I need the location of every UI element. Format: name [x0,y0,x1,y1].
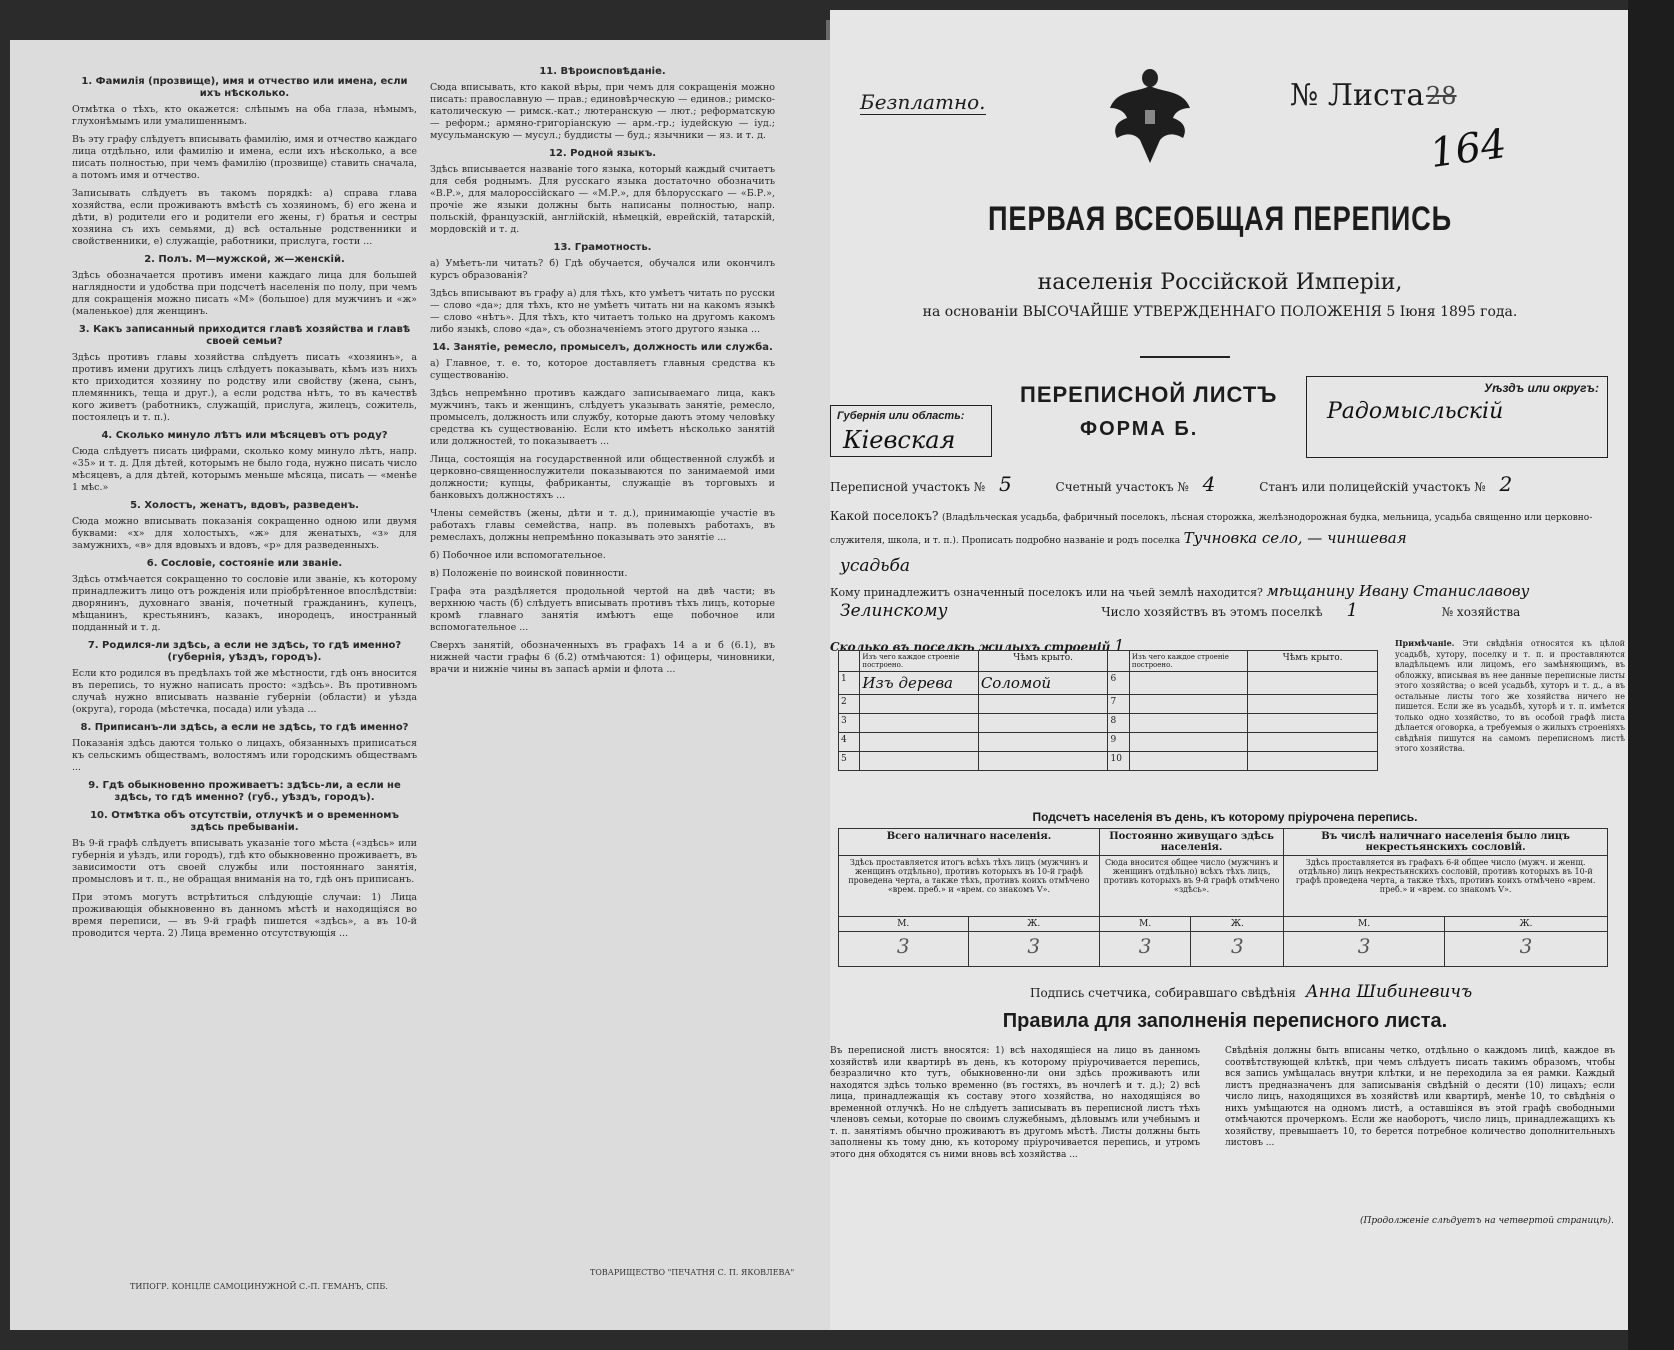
material-header-right: Изъ чего каждое строеніе построено. [1129,651,1247,672]
roof-cell [1248,672,1378,695]
poselok-label: Какой поселокъ? [830,509,939,523]
female-count: 3 [1191,932,1284,967]
instruction-paragraph: а) Умѣетъ-ли читать? б) Гдѣ обучается, обучался или окончилъ курсъ образованія? [430,258,775,281]
free-label: Безплатно. [860,90,986,114]
count-header-row [839,829,1608,856]
poselok-hint: (Владѣльческая усадьба, фабричный поселокъ, лѣсная сторожка, желѣзнодорожная будка, мельница, усадьба священно или церковно-служителя, школа, и т. п.). Прописать подробно названіе и родъ поселка [830,513,1593,546]
instruction-heading: 1. Фамилія (прозвище), имя и отчество или имена, если ихъ нѣсколько. [81,76,408,99]
sheet-number-label: № Листа [1290,78,1425,113]
instruction-heading: 13. Грамотность. [553,242,652,253]
instruction-paragraph: Въ 9-й графѣ слѣдуетъ вписывать указаніе того мѣста («здѣсь» или губернія и уѣздъ, или городъ), гдѣ кто обыкновенно проживаетъ, въ зависимости отъ своей службы или постояннаго занятія, промысловъ и т. п., не обращая вниманія на то, гдѣ онъ приписанъ. [72,838,417,885]
census-title: ПЕРВАЯ ВСЕОБЩАЯ ПЕРЕПИСЬ [988,200,1452,238]
row-number: 9 [1108,733,1129,752]
rules-right-text: Свѣдѣнія должны быть вписаны четко, отдѣльно о каждомъ лицѣ, каждое въ соотвѣтствующей клѣткѣ, при чемъ слѣдуетъ писать такимъ образомъ, чтобы вся запись умѣщалась внутри клѣтки, и не переходила за ея рамки. Каждый листъ предназначенъ для записыванія свѣдѣній о десяти (10) лицахъ; если число лицъ, находящихся въ хозяйствѣ или квартирѣ, менѣе 10, то свѣдѣнія о нихъ умѣщаются на одномъ листѣ, а оставшіяся въ этой графѣ свободными отмѣчаются прочеркомъ. Если же наоборотъ, число лицъ, принадлежащихъ къ хозяйству, превышаетъ 10, то берется потребное количество дополнительныхъ листовъ ... [1225,1046,1615,1148]
hoz-row [830,600,1610,621]
roof-cell [1248,714,1378,733]
buildings-table [838,650,1378,771]
instruction-heading: 7. Родился-ли здѣсь, а если не здѣсь, то гдѣ именно? (губернія, уѣздъ, городъ). [87,640,402,663]
stroenii-label: Сколько въ поселкѣ жилыхъ строеній [830,640,1111,654]
rules-left-text: Въ переписной листъ вносятся: 1) всѣ находящіеся на лицо въ данномъ хозяйствѣ или квартирѣ въ день, къ которому пріурочивается перепись, безразлично кто тутъ, обыкновенно-ли они здѣсь проживаютъ или находятся здѣсь только временно (въ гостяхъ, въ ночлегѣ и т. д.); 2) всѣ лица, принадлежащія къ составу этого хозяйства, но находящіяся во временной отлучкѣ. Но не слѣдуетъ записывать въ переписной листъ тѣхъ членовъ семьи, которые по своимъ служебнымъ, дѣловымъ или учебнымъ и т. п. занятіямъ обычно проживаютъ въ другомъ мѣстѣ. Листы должны быть заполнены къ тому дню, къ которому пріурочивается перепись, и утромъ этого дня обходятся съ ними вновь всѣ хозяйства ... [830,1046,1200,1160]
row-number: 6 [1108,672,1129,695]
instruction-heading: 2. Полъ. М—мужской, ж—женскій. [144,254,345,265]
buildings-row [839,672,1378,695]
female-label: Ж. [968,917,1099,932]
owner-label: Кому принадлежитъ означенный поселокъ или на чьей землѣ находится? [830,586,1263,599]
material-cell [1129,714,1247,733]
material-cell [860,733,978,752]
title-divider [1140,356,1230,358]
material-value: Изъ дерева [860,672,978,695]
instruction-heading: 4. Сколько минуло лѣтъ или мѣсяцевъ отъ роду? [101,430,388,441]
instruction-paragraph: Показанія здѣсь даются только о лицахъ, обязанныхъ приписаться къ сельскимъ обществамъ, волостямъ или городскимъ обществамъ ... [72,738,417,773]
row-number: 3 [839,714,860,733]
rules-title: Правила для заполненія переписного листа. [1002,1010,1448,1032]
form-subtitle: ФОРМА Б. [1080,418,1199,440]
roof-value: Соломой [978,672,1108,695]
count-column-header: Всего наличнаго населенія. [839,829,1100,856]
row-number: 5 [839,752,860,771]
male-count: 3 [1284,932,1445,967]
male-label: М. [1284,917,1445,932]
signature-row [1030,982,1472,1002]
instruction-paragraph: Здѣсь противъ главы хозяйства слѣдуетъ писать «хозяинъ», а противъ имени другихъ лицъ слѣдуетъ показывать, кѣмъ изъ нихъ кто приходится хозяину по родству или свойству (жена, сынъ, племянникъ, теща и друг.), а если родства нѣтъ, то въ качествѣ кого живетъ (работникъ, служащій, прислуга, жилецъ, сожитель, постоялецъ и т. п.). [72,352,417,423]
instructions-column-1 [72,70,417,1240]
instruction-paragraph: Здѣсь отмѣчается сокращенно то сословіе или званіе, къ которому принадлежитъ лицо отъ рожденія или пріобрѣтенное впослѣдствіи: дворянинъ, духовнаго званія, почетный гражданинъ, купецъ, мѣщанинъ, крестьянинъ, казакъ, инородецъ, иностранный подданный и т. д. [72,574,417,633]
material-cell [860,752,978,771]
female-label: Ж. [1444,917,1607,932]
count-column-header: Въ числѣ наличнаго населенія было лицъ некрестьянскихъ сословій. [1284,829,1608,856]
count-mzh-label-row [839,917,1608,932]
instruction-paragraph: Сверхъ занятій, обозначенныхъ въ графахъ 14 а и б (6.1), въ нижней части графы 6 (б.2) отмѣчаются: 1) офицеры, чиновники, врачи и нижніе чины въ запасѣ арміи и флота ... [430,640,775,675]
guberniya-box [830,405,992,457]
material-cell [1129,752,1247,771]
poselok-value-2: усадьба [840,556,911,576]
uezd-value: Радомысльскій [1327,399,1504,424]
buildings-row [839,714,1378,733]
instruction-paragraph: Сюда можно вписывать показанія сокращенно одною или двумя буквами: «х» для холостыхъ, «ж» для женатыхъ, «з» для замужнихъ, «в» для вдовыхъ и вдовъ, «р» для разведенныхъ. [72,516,417,551]
buildings-note [1395,638,1625,755]
instruction-paragraph: Здѣсь обозначается противъ имени каждаго лица для большей наглядности и удобства при подсчетѣ населенія по полу, при чемъ для сокращенія можно писать «М» (большое) для мужчинъ и «ж» (маленькое) для женщинъ. [72,270,417,317]
form-title: ПЕРЕПИСНОЙ ЛИСТЪ [1020,382,1278,407]
hoz-label: № хозяйства [1441,605,1521,619]
roof-cell [1248,752,1378,771]
roof-cell [978,733,1108,752]
instruction-heading: 9. Гдѣ обыкновенно проживаетъ: здѣсь-ли, а если не здѣсь, то гдѣ именно? (губ., уѣздъ, городъ). [88,780,401,803]
buildings-row [839,733,1378,752]
roof-cell [978,695,1108,714]
instruction-heading: 12. Родной языкъ. [548,148,657,159]
stan-label: Станъ или полицейскій участокъ № [1259,480,1486,494]
instruction-paragraph: б) Побочное или вспомогательное. [430,550,606,561]
count-text-row [839,856,1608,917]
instruction-heading: 11. Вѣроисповѣданіе. [539,66,666,77]
roof-cell [978,714,1108,733]
hoz-count-label: Число хозяйствъ въ этомъ поселкѣ [1101,605,1323,619]
guberniya-value: Кіевская [843,426,956,454]
census-subtitle: населенія Россійской Имперіи, [1037,270,1403,295]
instruction-heading: 3. Какъ записанный приходится главѣ хозяйства и главѣ своей семьи? [78,324,411,347]
instruction-paragraph: Если кто родился въ предѣлахъ той же мѣстности, гдѣ онъ вносится въ перепись, то нужно написать просто: «здѣсь». Въ противномъ случаѣ нужно вписывать названіе губерніи (области) и уѣзда (округа), города (мѣстечка, посада) или уѣзда ... [72,668,417,715]
count-column-description: Здѣсь проставляется въ графахъ 6-й общее число (мужч. и женщ. отдѣльно) лицъ некрестьянскихъ сословій, противъ которыхъ въ 10-й графѣ проведена черта, а также тѣхъ, противъ коихъ отмѣчено «врем. преб.» и «врем. со знакомъ V». [1284,856,1608,917]
count-column-header: Постоянно живущаго здѣсь населенія. [1099,829,1283,856]
printer-imprint-right: ТОВАРИЩЕСТВО "ПЕЧАТНЯ С. П. ЯКОВЛЕВА" [590,1268,795,1277]
material-cell [1129,672,1247,695]
instruction-heading: 6. Сословіе, состояніе или званіе. [146,558,343,569]
instruction-heading: 5. Холостъ, женатъ, вдовъ, разведенъ. [130,500,359,511]
owner-value-2: Зелинскому [840,601,948,621]
material-cell [860,695,978,714]
male-count: 3 [1099,932,1191,967]
stroenii-value: 1 [1114,636,1125,655]
hoz-count-value: 1 [1346,600,1358,621]
uezd-label: Уѣздъ или округъ: [1484,381,1599,395]
material-cell [1129,695,1247,714]
material-cell [1129,733,1247,752]
instruction-paragraph: Въ эту графу слѣдуетъ вписывать фамилію, имя и отчество каждаго лица отдѣльно, или фамилію и имена, если ихъ нѣсколько, а все писать полностью, при чемъ фамилію (прозвище) ставить сначала, а потомъ имя и отчество. [72,134,417,181]
instructions-column-2 [430,60,775,1230]
signature-value: Анна Шибиневичъ [1305,982,1473,1002]
male-label: М. [839,917,969,932]
material-header-left: Изъ чего каждое строеніе построено. [860,651,978,672]
signature-label: Подпись счетчика, собиравшаго свѣдѣнія [1030,986,1296,1000]
instruction-paragraph: Графа эта раздѣляется продольной чертой на двѣ части; въ верхнюю часть (б) слѣдуетъ вписывать противъ тѣхъ лицъ, которые кромѣ главнаго занятія имѣютъ еще побочное или вспомогательное ... [430,586,775,633]
stan-value: 2 [1499,472,1513,496]
male-label: М. [1099,917,1191,932]
imperial-eagle-emblem [1105,68,1195,168]
count-title: Подсчетъ населенія въ день, къ которому пріурочена перепись. [1032,810,1418,824]
instruction-paragraph: Здѣсь непремѣнно противъ каждаго записываемаго лица, какъ мужчинъ, такъ и женщинъ, слѣдуетъ указывать занятіе, ремесло, промыселъ, должность или службу, которые даютъ этому человѣку средства къ существованію. Если кто имѣетъ нѣсколько занятій или должностей, то показываетъ ... [430,388,775,447]
rules-continuation-note: (Продолженіе слѣдуетъ на четвертой страницѣ). [1360,1216,1614,1226]
count-column-description: Сюда вносится общее число (мужчинъ и женщинъ отдѣльно) всѣхъ тѣхъ лицъ, противъ которыхъ въ 9-й графѣ отмѣчено «здѣсь». [1099,856,1283,917]
instruction-paragraph: а) Главное, т. е. то, которое доставляетъ главныя средства къ существованію. [430,358,775,381]
roof-header-right: Чѣмъ крыто. [1248,651,1378,672]
instruction-paragraph: в) Положеніе по воинской повинности. [430,568,628,579]
row-number: 7 [1108,695,1129,714]
instruction-paragraph: Лица, состоящія на государственной или общественной службѣ и церковно-священнослужители показываются по занимаемой ими должности; купцы, фабриканты, служащіе въ торговыхъ и банковыхъ должностяхъ ... [430,454,775,501]
note-text: Эти свѣдѣнія относятся къ цѣлой усадьбѣ, хутору, поселку и т. п. и проставляются владѣльцемъ или лицомъ, его замѣняющимъ, въ обложку, вписывая въ нее данные переписные листы этого хозяйства; о всей усадьбѣ, хуторъ и т. д., а въ остальные листы того же хозяйства ничего не пишется. Если же въ усадьбѣ, хуторѣ и т. п. имѣется только одно хозяйство, то въ особой графѣ листа дѣлается оговорка, а требуемыя о жилыхъ строеніяхъ свѣдѣнія пишутся на самомъ переписномъ листѣ этого хозяйства. [1395,639,1625,753]
buildings-header-row [839,651,1378,672]
instruction-paragraph: При этомъ могутъ встрѣтиться слѣдующіе случаи: 1) Лица проживающія обыкновенно въ данномъ мѣстѣ и находящіяся во время переписи, — въ 9-й графѣ пишется «здѣсь», а въ 10-й проводится черта. 2) Лица временно отсутствующія ... [72,892,417,939]
female-count: 3 [968,932,1099,967]
census-basis: на основаніи ВЫСОЧАЙШЕ УТВЕРЖДЕННАГО ПОЛОЖЕНІЯ 5 Іюня 1895 года. [922,304,1518,320]
uchastok-label: Переписной участокъ № [830,480,986,494]
uchastok-value: 5 [998,472,1012,496]
instruction-heading: 10. Отмѣтка объ отсутствіи, отлучкѣ и о временномъ здѣсь пребываніи. [90,810,399,833]
uezd-box [1306,376,1608,458]
instruction-heading: 8. Приписанъ-ли здѣсь, а если не здѣсь, то гдѣ именно? [80,722,409,733]
instruction-paragraph: Отмѣтка о тѣхъ, кто окажется: слѣпымъ на оба глаза, нѣмымъ, глухонѣмымъ или умалишеннымъ. [72,104,417,127]
poselok-row [830,506,1610,551]
schetny-value: 4 [1202,472,1216,496]
note-label: Примѣчаніе. [1395,638,1455,648]
guberniya-label: Губернія или область: [837,410,965,422]
buildings-row [839,695,1378,714]
owner-value: мѣщанину Ивану Станиславову [1266,582,1530,600]
material-cell [860,714,978,733]
male-count: 3 [839,932,969,967]
buildings-row [839,752,1378,771]
schetny-label: Счетный участокъ № [1055,480,1189,494]
row-number: 8 [1108,714,1129,733]
printer-imprint-left: ТИПОГР. КОНЦЛЕ САМОЦИНУЖНОЙ С.-П. ГЕМАНЪ, СПБ. [130,1282,388,1291]
count-column-description: Здѣсь проставляется итогъ всѣхъ тѣхъ лицъ (мужчинъ и женщинъ отдѣльно), противъ которыхъ въ 10-й графѣ проведена черта, а также тѣхъ, противъ коихъ отмѣчено «врем. преб.» и «врем. со знакомъ V». [839,856,1100,917]
sheet-number-value: 28 [1426,82,1457,110]
uchastok-row [830,472,1610,496]
instruction-paragraph: Сюда слѣдуетъ писать цифрами, сколько кому минуло лѣтъ, напр. «35» и т. д. Для дѣтей, которымъ не было года, нужно писать число мѣсяцевъ, а для дѣтей, которымъ меньше мѣсяца, писать — «менѣе 1 мѣс.» [72,446,417,493]
instruction-paragraph: Здѣсь вписывается названіе того языка, который каждый считаетъ для себя роднымъ. Для русскаго языка достаточно обозначить «В.Р.», для малороссійскаго — «М.Р.», для бѣлорусскаго — «Б.Р.», прочіе же языки должны быть написаны полностью, напр. польскій, французскій, англійскій, нѣмецкій, еврейскій, татарскій, мордовскій и т. д. [430,164,775,235]
table-edge [1628,0,1674,1350]
instruction-paragraph: Записывать слѣдуетъ въ такомъ порядкѣ: а) справа глава хозяйства, если проживаютъ вмѣстѣ съ хозяиномъ, б) его жена и дѣти, в) родители его и родители его жены, г) братья и сестры хозяина съ ихъ семьями, д) всѣ остальные родственники и свойственники, е) служащіе, работники, прислуга, гости ... [72,188,417,247]
instructions-page [10,40,830,1330]
instruction-heading: 14. Занятіе, ремесло, промыселъ, должность или служба. [432,342,773,353]
population-count-table [838,828,1608,967]
sheet-handwritten-number: 164 [1427,120,1510,178]
roof-cell [1248,733,1378,752]
row-number: 1 [839,672,860,695]
roof-cell [978,752,1108,771]
instruction-paragraph: Сюда вписывать, кто какой вѣры, при чемъ для сокращенія можно писать: православную — прав.; единовѣрческую — единов.; римско-католическую — римск.-кат.; лютеранскую — лют.; реформатскую — реформ.; армяно-григоріанскую — арм.-гр.; іудейскую — іуд.; мусульманскую — мусул.; буддисты — буд.; язычники — яз. и т. д. [430,82,775,141]
row-number: 2 [839,695,860,714]
owner-row [830,582,1610,600]
poselok-value: Тучновка село, — чиншевая [1183,529,1407,547]
census-form-page [830,10,1630,1330]
instruction-paragraph: Здѣсь вписывают въ графу а) для тѣхъ, кто умѣетъ читать по русски — слово «да»; для тѣхъ, кто не умѣетъ читать ни на какомъ языкѣ — слово «нѣтъ». Для тѣхъ, кто читаетъ только на другомъ какомъ либо языкѣ, слово «да», съ обозначеніемъ этого другого языка ... [430,288,775,335]
row-number: 4 [839,733,860,752]
row-number: 10 [1108,752,1129,771]
roof-header-left: Чѣмъ крыто. [978,651,1108,672]
instruction-paragraph: Члены семействъ (жены, дѣти и т. д.), принимающіе участіе въ работахъ главы семейства, напр. въ полевыхъ работахъ, въ ремеслахъ, должны непремѣнно показывать это занятіе ... [430,508,775,543]
roof-cell [1248,695,1378,714]
female-label: Ж. [1191,917,1284,932]
female-count: 3 [1444,932,1607,967]
count-value-row [839,932,1608,967]
